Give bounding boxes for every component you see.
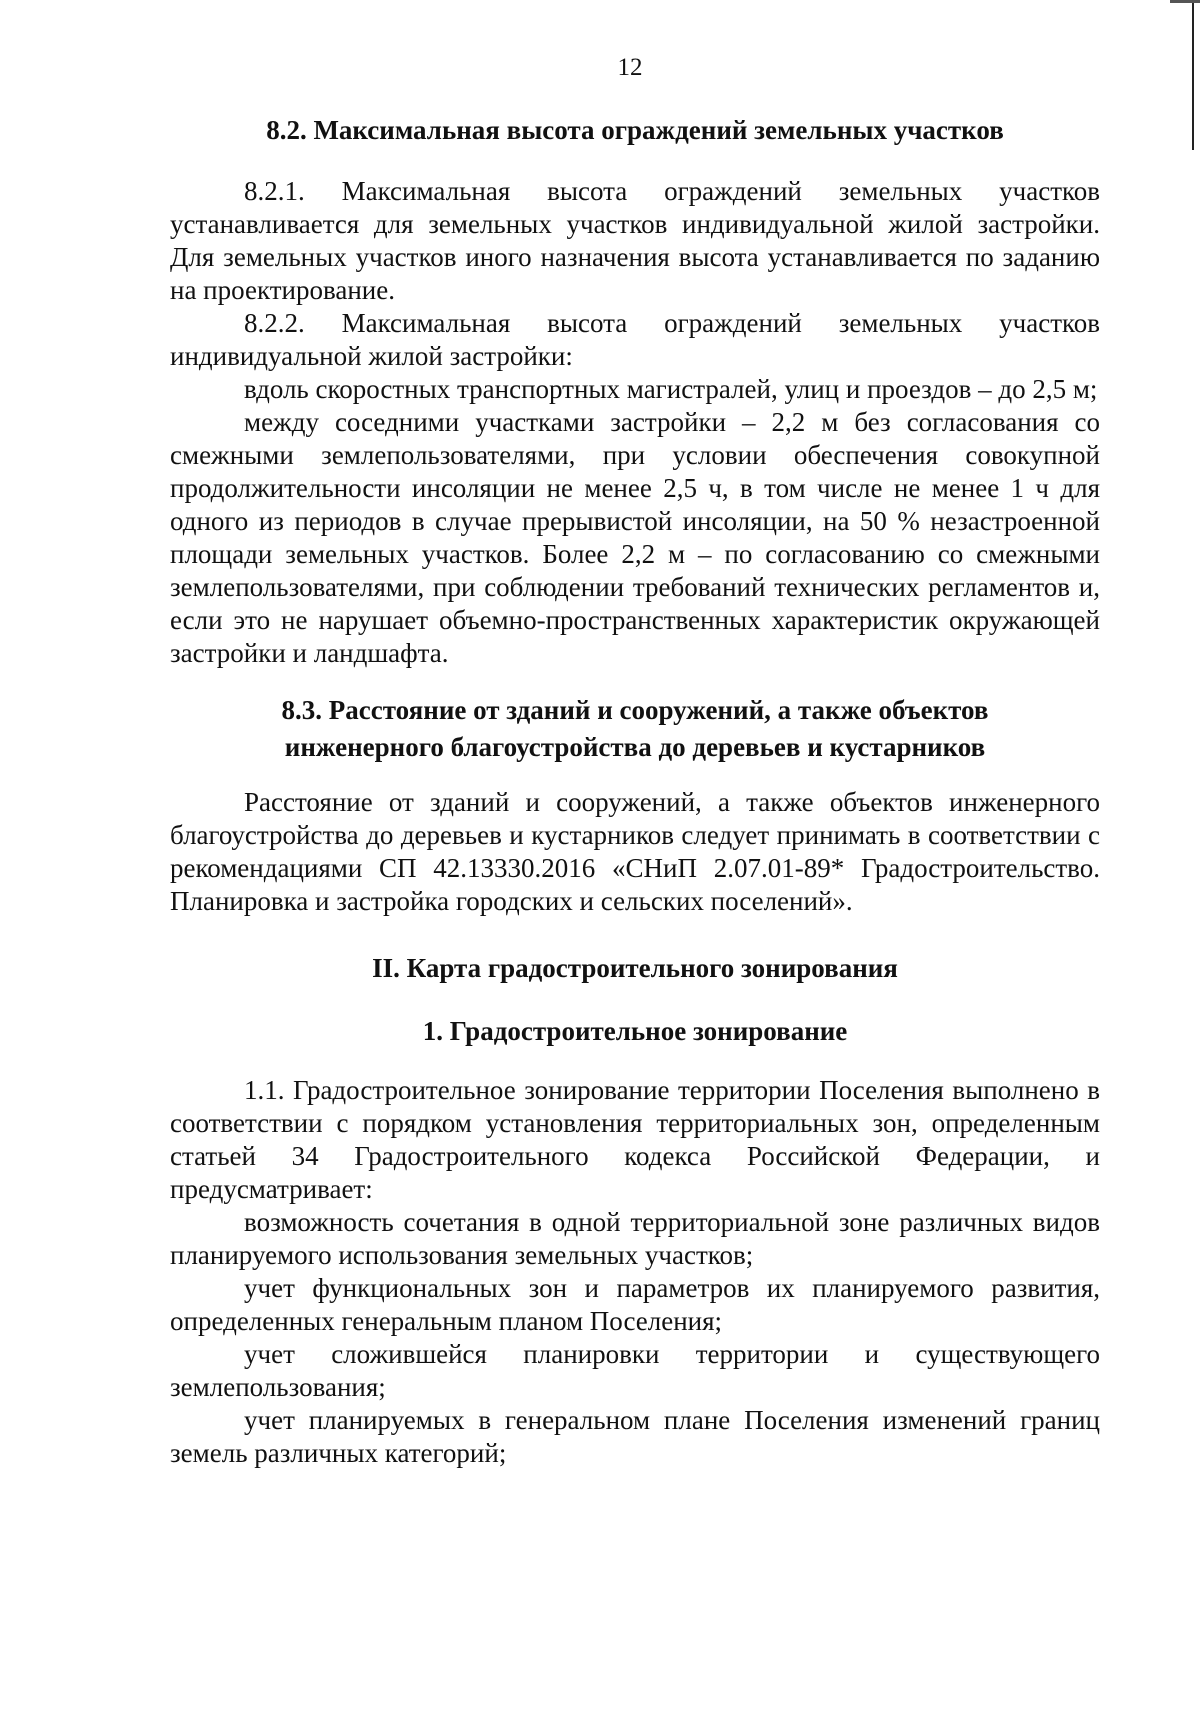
page-number: 12 [617,54,643,81]
paragraph-8-2-2-neighbors: между соседними участками застройки – 2,2 м без согласования со смежными землепользователями, при условии обеспечения совокупной продолжительности инсоляции не менее 2,5 ч, в том числе не менее 1 ч для одного из периодов в случае прерывистой инсоляции, на 50 % незастроенной площади земельных участков. Более 2,2 м – по согласованию со смежными землепользователями, при соблюдении требований технических регламентов и, если это не нарушает объемно-пространственных характеристик окружающей застройки и ландшафта. [170,407,1100,668]
paragraph-8-2-2-roads: вдоль скоростных транспортных магистралей, улиц и проездов – до 2,5 м; [244,374,1098,404]
scan-edge-mark [1170,0,1200,3]
document-body [170,112,1100,1470]
paragraph-1-1: 1.1. Градостроительное зонирование территории Поселения выполнено в соответствии с порядком установления территориальных зон, определенным статьей 34 Градостроительного кодекса Российской Федерации, и предусматривает: [170,1075,1100,1204]
section-8-3-heading-line2: инженерного благоустройства до деревьев и кустарников [284,732,986,762]
section-1-heading: 1. Градостроительное зонирование [422,1016,848,1046]
section-8-2-heading: 8.2. Максимальная высота ограждений земельных участков [266,115,1004,145]
paragraph-1-1-item-4: учет планируемых в генеральном плане Поселения изменений границ земель различных категорий; [170,1405,1100,1468]
paragraph-8-2-2: 8.2.2. Максимальная высота ограждений земельных участков индивидуальной жилой застройки: [170,308,1100,371]
paragraph-1-1-item-2: учет функциональных зон и параметров их планируемого развития, определенных генеральным планом Поселения; [170,1273,1100,1336]
paragraph-8-2-1: 8.2.1. Максимальная высота ограждений земельных участков устанавливается для земельных участков индивидуальной жилой застройки. Для земельных участков иного назначения высота устанавливается по заданию на проектирование. [170,176,1100,305]
paragraph-1-1-item-1: возможность сочетания в одной территориальной зоне различных видов планируемого использования земельных участков; [170,1207,1100,1270]
section-8-3-heading-line1: 8.3. Расстояние от зданий и сооружений, а также объектов [281,695,989,725]
paragraph-1-1-item-3: учет сложившейся планировки территории и существующего землепользования; [170,1339,1100,1402]
section-8-3-heading [170,692,1100,766]
section-ii-heading: II. Карта градостроительного зонирования [372,953,898,983]
paragraph-8-3: Расстояние от зданий и сооружений, а также объектов инженерного благоустройства до деревьев и кустарников следует принимать в соответствии с рекомендациями СП 42.13330.2016 «СНиП 2.07.01-89* Градостроительство. Планировка и застройка городских и сельских поселений». [170,787,1100,916]
